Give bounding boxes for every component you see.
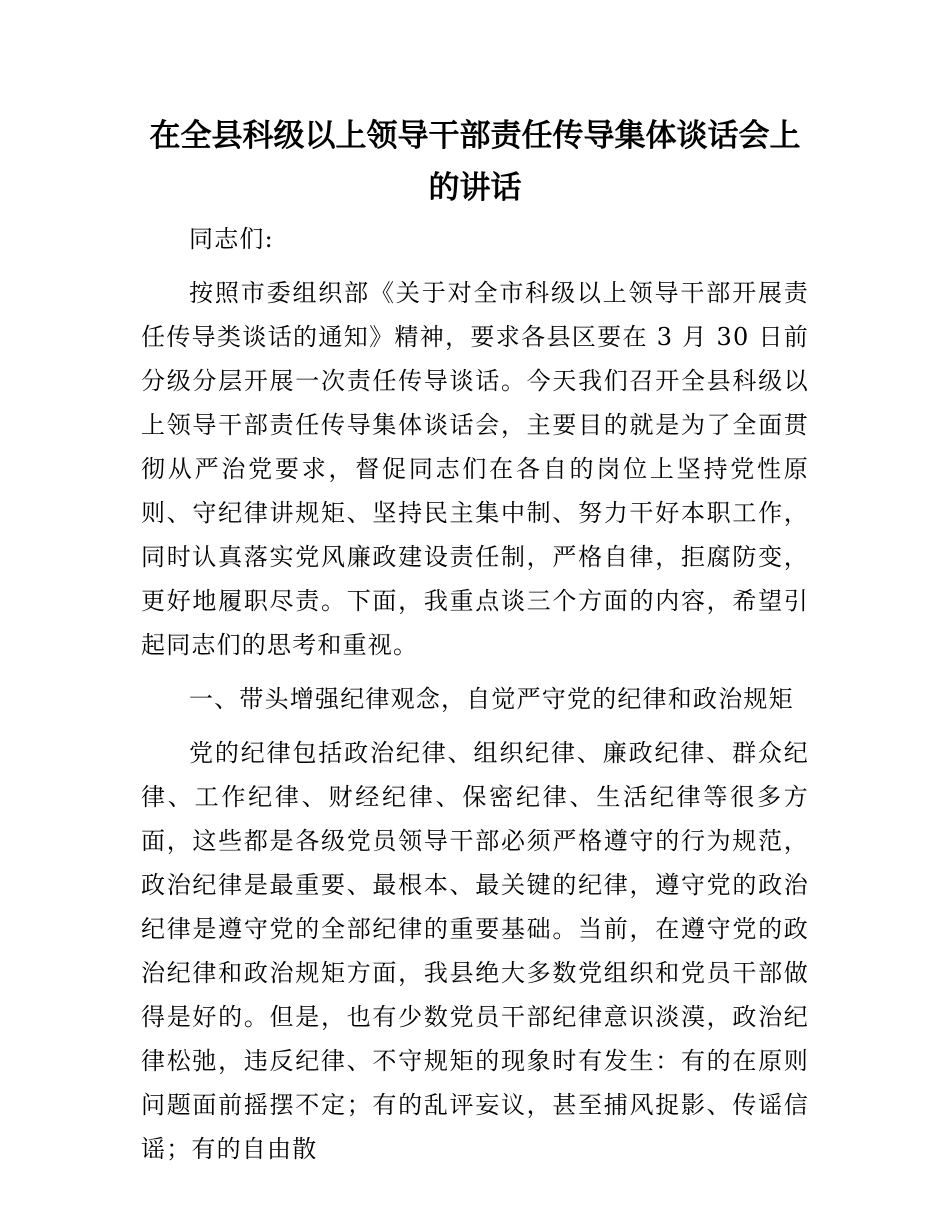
document-title: 在全县科级以上领导干部责任传导集体谈话会上的讲话 xyxy=(149,118,801,206)
salutation: 同志们: xyxy=(189,225,274,253)
document-body xyxy=(141,217,809,1181)
section-heading-1: 一、带头增强纪律观念，自觉严守党的纪律和政治规矩 xyxy=(189,685,794,713)
paragraph-intro: 按照市委组织部《关于对全市科级以上领导干部开展责任传导类谈话的通知》精神，要求各县区要在 3 月 30 日前分级分层开展一次责任传导谈话。今天我们召开全县科级以上领导干部责任传导集体谈话会，主要目的就是为了全面贯彻从严治党要求，督促同志们在各自的岗位上坚持党性原则、守纪律讲规矩、坚持民主集中制、努力干好本职工作，同时认真落实党风廉政建设责任制，严格自律，拒腐防变，更好地履职尽责。下面，我重点谈三个方面的内容，希望引起同志们的思考和重视。 xyxy=(141,279,809,659)
paragraph-discipline: 党的纪律包括政治纪律、组织纪律、廉政纪律、群众纪律、工作纪律、财经纪律、保密纪律、生活纪律等很多方面，这些都是各级党员领导干部必须严格遵守的行为规范，政治纪律是最重要、最根本、最关键的纪律，遵守党的政治纪律是遵守党的全部纪律的重要基础。当前，在遵守党的政治纪律和政治规矩方面，我县绝大多数党组织和党员干部做得是好的。但是，也有少数党员干部纪律意识淡漠，政治纪律松弛，违反纪律、不守规矩的现象时有发生：有的在原则问题面前摇摆不定；有的乱评妄议，甚至捕风捉影、传谣信谣；有的自由散 xyxy=(141,739,809,1163)
